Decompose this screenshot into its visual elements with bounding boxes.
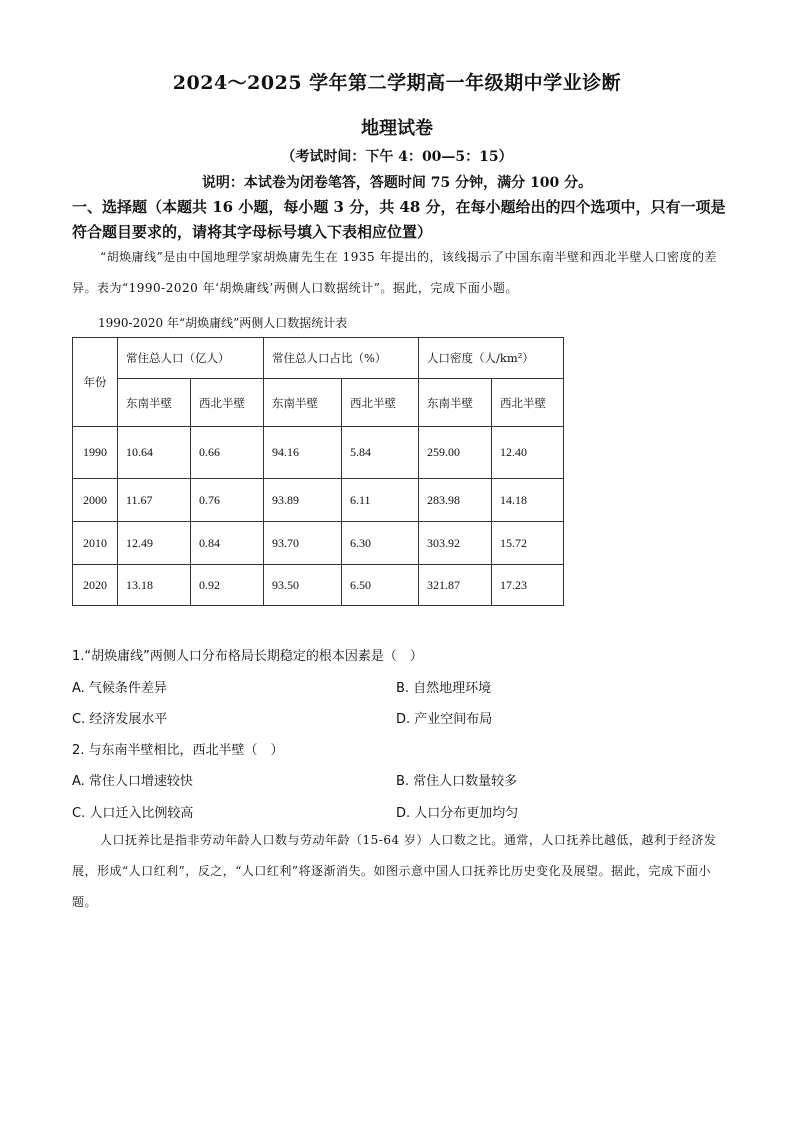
subheader-cell: 东南半壁 xyxy=(419,379,492,427)
data-cell: 13.18 xyxy=(118,565,191,606)
year-cell: 2010 xyxy=(73,522,118,565)
question-2-stem: 2. 与东南半壁相比，西北半壁（ ） xyxy=(72,743,284,758)
subheader-cell: 东南半壁 xyxy=(118,379,191,427)
data-cell: 303.92 xyxy=(419,522,492,565)
exam-subject: 地理试卷 xyxy=(361,118,433,139)
data-cell: 259.00 xyxy=(419,427,492,479)
data-cell: 12.49 xyxy=(118,522,191,565)
data-cell: 15.72 xyxy=(492,522,564,565)
data-cell: 6.30 xyxy=(342,522,419,565)
data-cell: 10.64 xyxy=(118,427,191,479)
group-header-share: 常住总人口占比（%） xyxy=(264,338,419,379)
subheader-cell: 西北半壁 xyxy=(342,379,419,427)
data-cell: 0.76 xyxy=(191,479,264,522)
table-row xyxy=(73,565,564,606)
table-row xyxy=(73,479,564,522)
question-1-option-c[interactable]: C. 经济发展水平 xyxy=(72,712,168,727)
group-header-density: 人口密度（人/km²） xyxy=(419,338,564,379)
exam-title: 2024～2025 学年第二学期高一年级期中学业诊断 xyxy=(172,72,622,94)
question-1-option-d[interactable]: D. 产业空间布局 xyxy=(396,712,493,727)
data-cell: 0.84 xyxy=(191,522,264,565)
year-cell: 2020 xyxy=(73,565,118,606)
data-cell: 6.11 xyxy=(342,479,419,522)
subheader-cell: 西北半壁 xyxy=(191,379,264,427)
group-header-total: 常住总人口（亿人） xyxy=(118,338,264,379)
year-cell: 2000 xyxy=(73,479,118,522)
data-cell: 93.50 xyxy=(264,565,342,606)
exam-note: 说明：本试卷为闭卷笔答，答题时间 75 分钟，满分 100 分。 xyxy=(201,175,593,191)
data-cell: 321.87 xyxy=(419,565,492,606)
subheader-cell: 西北半壁 xyxy=(492,379,564,427)
data-cell: 283.98 xyxy=(419,479,492,522)
data-cell: 17.23 xyxy=(492,565,564,606)
table-row xyxy=(73,427,564,479)
intro-paragraph-1: “胡焕庸线”是由中国地理学家胡焕庸先生在 1935 年提出的，该线揭示了中国东南半壁和西北半壁人口密度的差异。表为“1990-2020 年‘胡焕庸线’两侧人口数据统计”。据此，完成下面小题。 xyxy=(72,250,717,295)
data-cell: 12.40 xyxy=(492,427,564,479)
section-heading: 一、选择题（本题共 16 小题，每小题 3 分，共 48 分，在每小题给出的四个选项中，只有一项是符合题目要求的，请将其字母标号填入下表相应位置） xyxy=(72,198,726,241)
data-cell: 93.89 xyxy=(264,479,342,522)
question-1-option-b[interactable]: B. 自然地理环境 xyxy=(396,681,492,696)
data-cell: 11.67 xyxy=(118,479,191,522)
question-2-option-c[interactable]: C. 人口迁入比例较高 xyxy=(72,806,194,821)
question-2-option-a[interactable]: A. 常住人口增速较快 xyxy=(72,774,193,789)
question-1-stem: 1.“胡焕庸线”两侧人口分布格局长期稳定的根本因素是（ ） xyxy=(72,649,423,664)
table-caption: 1990-2020 年“胡焕庸线”两侧人口数据统计表 xyxy=(98,316,348,330)
data-cell: 5.84 xyxy=(342,427,419,479)
population-table xyxy=(72,337,564,606)
question-2-option-d[interactable]: D. 人口分布更加均匀 xyxy=(396,806,519,821)
exam-time: （考试时间：下午 4：00—5：15） xyxy=(281,149,513,165)
data-cell: 0.66 xyxy=(191,427,264,479)
table-row xyxy=(73,522,564,565)
data-cell: 94.16 xyxy=(264,427,342,479)
subheader-cell: 东南半壁 xyxy=(264,379,342,427)
year-header: 年份 xyxy=(73,338,118,427)
year-cell: 1990 xyxy=(73,427,118,479)
question-1-option-a[interactable]: A. 气候条件差异 xyxy=(72,681,167,696)
data-cell: 0.92 xyxy=(191,565,264,606)
intro-paragraph-2: 人口抚养比是指非劳动年龄人口数与劳动年龄（15-64 岁）人口数之比。通常，人口抚养比越低，越利于经济发展，形成“人口红利”，反之，“人口红利”将逐渐消失。如图示意中国人口抚养比历史变化及展望。据此，完成下面小题。 xyxy=(72,833,717,909)
data-cell: 6.50 xyxy=(342,565,419,606)
question-2-option-b[interactable]: B. 常住人口数量较多 xyxy=(396,774,518,789)
data-cell: 14.18 xyxy=(492,479,564,522)
data-cell: 93.70 xyxy=(264,522,342,565)
